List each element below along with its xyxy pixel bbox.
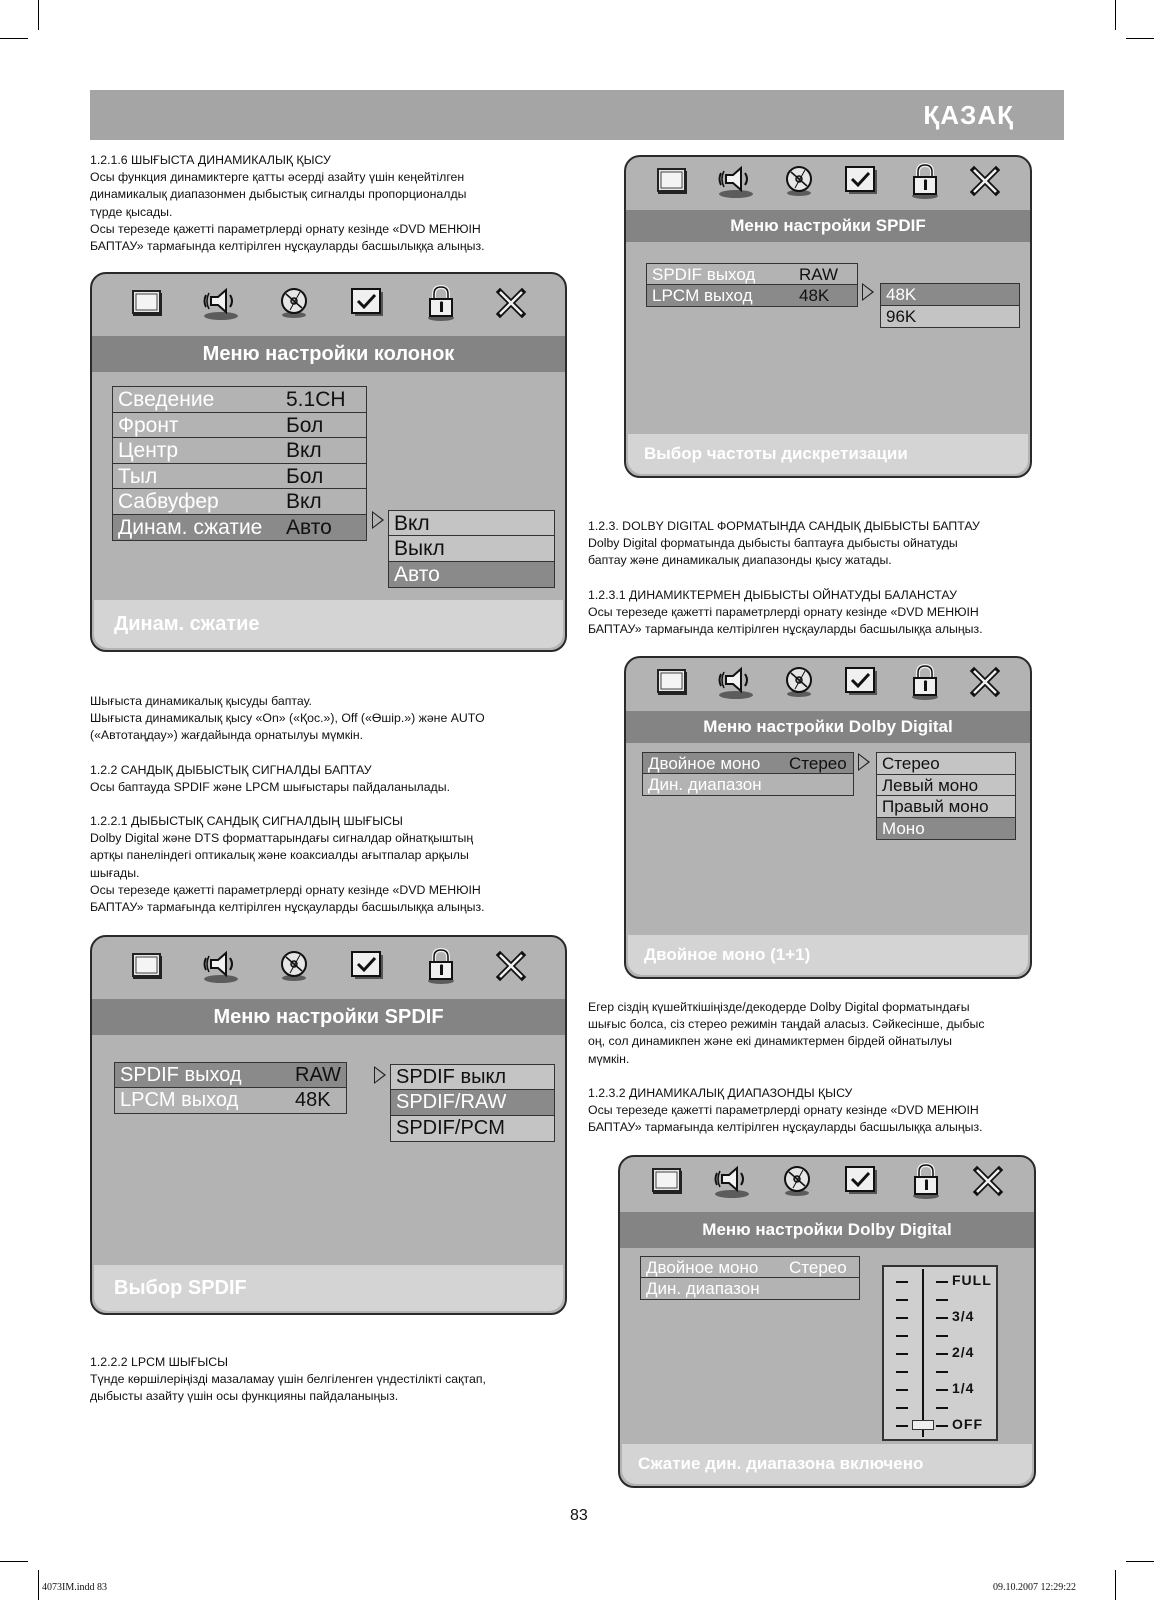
crop-mark — [1115, 1570, 1116, 1600]
text-line: 1.2.2.2 LPCM ШЫҒЫСЫ — [90, 1355, 229, 1369]
lock-icon[interactable] — [424, 947, 458, 990]
scale-tick — [936, 1407, 948, 1409]
osd-icon-bar — [92, 274, 565, 336]
paragraph — [90, 762, 570, 796]
osd-title: Меню настройки колонок — [92, 336, 565, 372]
osd-icon-bar — [92, 937, 565, 999]
osd-option[interactable]: Правый моно — [877, 796, 1015, 818]
text-line: түрде қысады. — [90, 204, 173, 219]
paragraph — [588, 587, 1078, 639]
scale-tick — [896, 1353, 908, 1355]
osd-options — [390, 1064, 555, 1142]
osd-option[interactable]: 48K — [881, 284, 1019, 306]
scale-tick — [936, 1317, 948, 1319]
text-line: мүмкін. — [588, 1051, 630, 1066]
osd-menu-row[interactable] — [113, 489, 366, 515]
scale-label: OFF — [952, 1416, 983, 1432]
scale-slider-handle[interactable] — [912, 1420, 934, 1430]
osd-icon-bar — [626, 658, 1030, 710]
crop-mark — [38, 1570, 39, 1600]
osd-menu-label: Фронт — [118, 413, 179, 437]
scale-track — [922, 1269, 924, 1437]
osd-option[interactable]: SPDIF выкл — [391, 1065, 554, 1090]
text-line: 1.2.3.1 ДИНАМИКТЕРМЕН ДЫБЫСТЫ ОЙНАТУДЫ БАЛАНСТАУ — [588, 587, 957, 602]
osd-menu-row[interactable] — [113, 515, 366, 541]
text-line: Осы баптауда SPDIF және LPCM шығыстары пайдаланылады. — [90, 779, 450, 794]
text-line: 1.2.1.6 ШЫҒЫСТА ДИНАМИКАЛЫҚ ҚЫСУ — [90, 153, 331, 167]
text-line: 1.2.2 САНДЫҚ ДЫБЫСТЫҚ СИГНАЛДЫ БАПТАУ — [90, 762, 372, 777]
submenu-arrow-icon — [862, 283, 874, 301]
osd-menu-label: Двойное моно — [648, 754, 761, 773]
osd-menu-value: Стерео — [789, 1258, 847, 1277]
text-section-digital-audio — [90, 693, 570, 933]
osd-menu-value: Стерео — [789, 754, 847, 773]
tv-icon[interactable] — [655, 667, 689, 702]
osd-status: Выбор частоты дискретизации — [628, 434, 1028, 474]
disc-icon[interactable] — [783, 665, 817, 704]
text-section-dynamic-range — [588, 999, 1078, 1153]
osd-menu-row[interactable] — [113, 438, 366, 464]
osd-menu-row[interactable] — [641, 1257, 859, 1278]
crop-mark — [1126, 1561, 1154, 1562]
crop-mark — [1115, 0, 1116, 30]
text-line: артқы панеліндегі оптикалық және коаксиалды ағытпалар арқылы — [90, 848, 469, 863]
text-line: Dolby Digital форматында дыбысты баптауға дыбысты ойнатуды — [588, 536, 958, 551]
osd-menu-value: Бол — [286, 413, 324, 437]
scale-tick — [896, 1299, 908, 1301]
osd-menu-label: Динам. сжатие — [118, 515, 263, 539]
osd-menu-row[interactable] — [113, 387, 366, 413]
tv-icon[interactable] — [655, 166, 689, 201]
close-icon[interactable] — [969, 666, 1001, 703]
paragraph — [588, 999, 1078, 1068]
checkbox-icon[interactable] — [349, 286, 387, 325]
osd-menu-row[interactable] — [647, 264, 857, 285]
lock-icon[interactable] — [424, 284, 458, 327]
lock-icon[interactable] — [909, 1162, 943, 1205]
osd-menu — [114, 1062, 347, 1114]
text-line: БАПТАУ» тармағында келтірілген нұсқауларды басшылыққа алыңыз. — [588, 622, 983, 637]
disc-icon[interactable] — [278, 286, 312, 325]
checkbox-icon[interactable] — [843, 164, 881, 203]
text-line: Dolby Digital және DTS форматтарындағы сигналдар ойнатқыштың — [90, 831, 474, 846]
osd-menu-value: Авто — [286, 515, 332, 539]
osd-status: Динам. сжатие — [94, 600, 563, 648]
checkbox-icon[interactable] — [843, 665, 881, 704]
paragraph — [90, 813, 570, 916]
footer-timestamp: 09.10.2007 12:29:22 — [992, 1582, 1076, 1593]
osd-options — [388, 510, 555, 588]
osd-option[interactable]: Моно — [877, 818, 1015, 840]
osd-menu-label: Центр — [118, 439, 179, 462]
text-line: БАПТАУ» тармағында келтірілген нұсқауларды басшылыққа алыңыз. — [588, 1120, 983, 1135]
osd-menu-label: Тыл — [118, 464, 158, 488]
paragraph — [90, 693, 570, 745]
osd-menu-row[interactable] — [643, 774, 853, 795]
osd-dolby-dual-mono — [624, 656, 1032, 979]
text-line: 1.2.3. DOLBY DIGITAL ФОРМАТЫНДА САНДЫҚ ДЫБЫСТЫ БАПТАУ — [588, 519, 980, 533]
text-line: Осы терезеде қажетті параметрлерді орнату кезінде «DVD МЕНЮІН — [588, 1103, 979, 1118]
osd-menu-value: 48K — [799, 286, 830, 305]
text-line: дыбысты азайту үшін осы функцияны пайдаланыңыз. — [90, 1389, 399, 1404]
crop-mark — [1126, 38, 1154, 39]
paragraph — [90, 1354, 570, 1406]
osd-option[interactable]: SPDIF/PCM — [396, 1116, 505, 1139]
speaker-icon[interactable] — [716, 163, 756, 204]
scale-label: 3/4 — [952, 1308, 975, 1324]
scale-tick — [896, 1281, 908, 1283]
scale-tick — [896, 1317, 908, 1319]
footer-file: 4073IM.indd 83 — [42, 1582, 107, 1593]
tv-icon[interactable] — [130, 288, 164, 323]
osd-options — [876, 752, 1016, 840]
text-line: Осы терезеде қажетті параметрлерді орнату кезінде «DVD МЕНЮІН — [588, 604, 979, 619]
osd-title: Меню настройки Dolby Digital — [620, 1212, 1034, 1248]
osd-menu — [642, 752, 854, 796]
text-line: 1.2.2.1 ДЫБЫСТЫҚ САНДЫҚ СИГНАЛДЫҢ ШЫҒЫСЫ — [90, 814, 403, 829]
osd-title: Меню настройки Dolby Digital — [626, 711, 1030, 743]
submenu-arrow-icon — [372, 511, 384, 529]
paragraph — [90, 152, 570, 255]
scale-tick — [936, 1371, 948, 1373]
osd-status: Двойное моно (1+1) — [628, 935, 1028, 975]
lock-icon[interactable] — [908, 663, 942, 706]
tv-icon[interactable] — [650, 1166, 684, 1201]
osd-menu-label: Сведение — [118, 388, 215, 411]
scale-label: 1/4 — [952, 1380, 975, 1396]
osd-status: Выбор SPDIF — [94, 1265, 563, 1311]
osd-spdif-frequency — [624, 155, 1032, 478]
osd-menu-label: LPCM выход — [652, 286, 753, 305]
scale-tick — [896, 1335, 908, 1337]
osd-menu-row[interactable] — [641, 1278, 859, 1299]
osd-menu-value: Вкл — [286, 490, 322, 513]
osd-option[interactable]: Левый моно — [877, 775, 1015, 797]
scale-tick — [896, 1389, 908, 1391]
submenu-arrow-icon — [858, 753, 870, 771]
scale-label: FULL — [952, 1272, 992, 1288]
crop-mark — [0, 38, 28, 39]
checkbox-icon[interactable] — [349, 949, 387, 988]
disc-icon[interactable] — [278, 949, 312, 988]
text-line: («Автотаңдау») жағдайында орнатылуы мүмкін. — [90, 728, 364, 743]
text-line: шығыс болса, сіз стерео режимін таңдай аласыз. Сәйкесінше, дыбыс — [588, 1017, 985, 1032]
osd-speaker-setup — [90, 272, 567, 652]
osd-menu-row[interactable] — [115, 1063, 346, 1088]
scale-tick — [896, 1425, 908, 1427]
osd-menu-value: 5.1CH — [286, 388, 346, 411]
osd-spdif-setup — [90, 935, 567, 1315]
osd-title: Меню настройки SPDIF — [92, 999, 565, 1035]
text-section-dolby-digital — [588, 518, 1078, 655]
osd-option[interactable]: Вкл — [389, 511, 554, 536]
text-line: Түнде көршілеріңізді мазаламау үшін белгіленген үндестілікті сақтап, — [90, 1372, 486, 1387]
page-number: 83 — [570, 1507, 588, 1524]
language-header — [90, 90, 1064, 140]
scale-tick — [936, 1353, 948, 1355]
osd-menu-label: Двойное моно — [646, 1258, 759, 1277]
text-line: БАПТАУ» тармағында келтірілген нұсқауларды басшылыққа алыңыз. — [90, 900, 485, 915]
osd-menu-value: RAW — [295, 1064, 341, 1086]
submenu-arrow-icon — [374, 1066, 386, 1084]
osd-menu-label: LPCM выход — [120, 1089, 239, 1111]
disc-icon[interactable] — [781, 1164, 815, 1203]
text-section-dynamic-compression — [90, 152, 570, 272]
text-line: динамикалық диапазонмен дыбыстық сигналды пропорционалды — [90, 187, 467, 202]
crop-mark — [0, 1561, 28, 1562]
close-icon[interactable] — [969, 165, 1001, 202]
osd-menu-value: RAW — [799, 265, 839, 284]
scale-tick — [936, 1299, 948, 1301]
close-icon[interactable] — [495, 950, 527, 987]
text-line: 1.2.3.2 ДИНАМИКАЛЫҚ ДИАПАЗОНДЫ ҚЫСУ — [588, 1085, 853, 1100]
text-line: Шығыста динамикалық қысу «On» («Қос.»), Off («Өшір.») және AUTO — [90, 711, 485, 726]
speaker-icon[interactable] — [201, 948, 241, 989]
osd-options — [880, 283, 1020, 328]
scale-tick — [936, 1335, 948, 1337]
text-line: Егер сіздің күшейткішіңізде/декодерде Dolby Digital форматындағы — [588, 1000, 970, 1014]
scale-tick — [936, 1389, 948, 1391]
text-section-lpcm — [90, 1354, 570, 1423]
close-icon[interactable] — [972, 1165, 1004, 1202]
osd-icon-bar — [620, 1157, 1034, 1209]
lock-icon[interactable] — [908, 162, 942, 205]
osd-option[interactable]: Авто — [389, 562, 554, 587]
text-line: БАПТАУ» тармағында келтірілген нұсқауларды басшылыққа алыңыз. — [90, 239, 485, 254]
text-line: Осы терезеде қажетті параметрлерді орнату кезінде «DVD МЕНЮІН — [90, 882, 481, 897]
osd-icon-bar — [626, 157, 1030, 209]
text-line: Осы терезеде қажетті параметрлерді орнату кезінде «DVD МЕНЮІН — [90, 221, 481, 236]
text-line: оң, сол динамикпен және екі динамиктермен бірдей ойнатылуы — [588, 1034, 952, 1049]
tv-icon[interactable] — [130, 951, 164, 986]
osd-dolby-dynamic-range — [618, 1155, 1036, 1488]
checkbox-icon[interactable] — [843, 1164, 881, 1203]
osd-menu-row[interactable] — [115, 1088, 346, 1113]
crop-mark — [38, 0, 39, 30]
osd-option[interactable]: Стерео — [877, 753, 1015, 775]
osd-option[interactable]: SPDIF/RAW — [391, 1090, 554, 1115]
osd-status: Сжатие дин. диапазона включено — [622, 1444, 1032, 1484]
osd-menu-value: Вкл — [286, 439, 322, 462]
osd-menu — [646, 263, 858, 307]
osd-menu-label: SPDIF выход — [120, 1064, 242, 1086]
osd-menu-label: Дин. диапазон — [648, 775, 762, 794]
osd-menu — [112, 386, 367, 541]
scale-tick — [896, 1407, 908, 1409]
scale-label: 2/4 — [952, 1344, 975, 1360]
close-icon[interactable] — [495, 287, 527, 324]
osd-menu-row[interactable] — [113, 413, 366, 439]
dynamic-range-scale[interactable] — [882, 1265, 998, 1441]
text-line: Шығыста динамикалық қысуды баптау. — [90, 694, 312, 708]
osd-menu-value: Бол — [286, 464, 324, 488]
osd-title: Меню настройки SPDIF — [626, 210, 1030, 242]
speaker-icon[interactable] — [201, 285, 241, 326]
text-line: Осы функция динамиктерге қатты әсерді азайту үшін кеңейтілген — [90, 170, 465, 185]
paragraph — [588, 1085, 1078, 1137]
osd-menu-label: Дин. диапазон — [646, 1279, 760, 1298]
osd-menu-row[interactable] — [113, 464, 366, 490]
text-line: баптау және динамикалық диапазонды қысу жатады. — [588, 553, 892, 568]
osd-menu-value: 48K — [295, 1089, 331, 1111]
paragraph — [588, 518, 1078, 570]
osd-option[interactable]: Выкл — [389, 536, 554, 561]
language-title: ҚАЗАҚ — [923, 100, 1014, 130]
osd-option[interactable]: 96K — [886, 306, 917, 326]
disc-icon[interactable] — [783, 164, 817, 203]
osd-menu-row[interactable] — [643, 753, 853, 774]
scale-tick — [936, 1281, 948, 1283]
scale-tick — [896, 1371, 908, 1373]
osd-menu-label: SPDIF выход — [652, 265, 756, 284]
osd-menu-row[interactable] — [647, 285, 857, 306]
speaker-icon[interactable] — [712, 1163, 752, 1204]
osd-menu — [640, 1256, 860, 1300]
osd-menu-label: Сабвуфер — [118, 490, 219, 513]
speaker-icon[interactable] — [716, 664, 756, 705]
text-line: шығады. — [90, 865, 140, 880]
scale-tick — [936, 1425, 948, 1427]
